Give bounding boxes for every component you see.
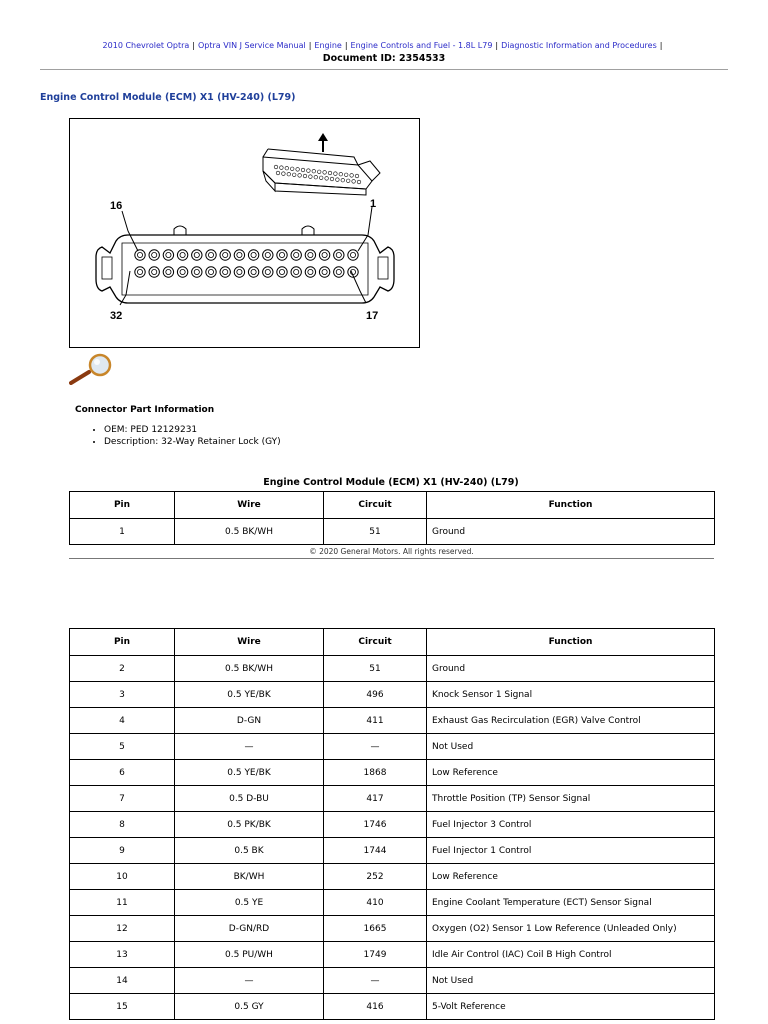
cell-pin: 8: [70, 812, 175, 838]
pin-cavity-inner: [166, 252, 171, 257]
perspective-pin-cavity: [312, 169, 316, 173]
perspective-pin-cavity: [301, 168, 305, 172]
perspective-pin-cavity: [325, 177, 329, 181]
perspective-pin-cavity: [292, 173, 296, 177]
cell-circuit: —: [324, 968, 427, 994]
cell-circuit: —: [324, 734, 427, 760]
table-row: [70, 838, 715, 864]
table-row: [70, 942, 715, 968]
connector-part-info-heading: Connector Part Information: [75, 405, 215, 415]
breadcrumb-separator: |: [308, 41, 312, 50]
pin-cavity: [135, 250, 145, 260]
table-row: [70, 994, 715, 1020]
cell-wire: 0.5 PU/WH: [175, 942, 324, 968]
cell-function: Knock Sensor 1 Signal: [427, 682, 715, 708]
pin-cavity-inner: [237, 252, 242, 257]
perspective-pin-cavity: [346, 179, 350, 183]
pin-cavity-inner: [208, 252, 213, 257]
table-row: [70, 656, 715, 682]
pin-label-16: 16: [110, 200, 123, 212]
pin-cavity-inner: [350, 252, 355, 257]
cell-pin: 7: [70, 786, 175, 812]
perspective-pin-cavity: [334, 172, 338, 176]
perspective-pin-cavity: [282, 172, 286, 176]
pin-cavity: [192, 250, 202, 260]
cell-function: Ground: [427, 656, 715, 682]
table-row: [70, 812, 715, 838]
perspective-pin-cavity: [307, 169, 311, 173]
breadcrumb-link-manual[interactable]: Optra VIN J Service Manual: [198, 41, 306, 50]
cell-circuit: 252: [324, 864, 427, 890]
header-wire: Wire: [175, 629, 324, 656]
perspective-pin-cavity: [323, 171, 327, 175]
pin-cavity-inner: [208, 269, 213, 274]
pin-cavity: [135, 267, 145, 277]
cell-pin: 4: [70, 708, 175, 734]
cell-function: Low Reference: [427, 864, 715, 890]
perspective-pin-cavity: [328, 171, 332, 175]
pin-cavity-inner: [223, 269, 228, 274]
cell-function: 5-Volt Reference: [427, 994, 715, 1020]
perspective-pin-cavity: [317, 170, 321, 174]
perspective-pin-cavity: [280, 166, 284, 170]
breadcrumb-link-engine-controls[interactable]: Engine Controls and Fuel - 1.8L L79: [350, 41, 493, 50]
perspective-pin-cavity: [285, 166, 289, 170]
cell-circuit: 1744: [324, 838, 427, 864]
copyright-notice: © 2020 General Motors. All rights reserved.: [309, 547, 474, 556]
cell-wire: 0.5 BK/WH: [175, 656, 324, 682]
pin-cavity: [319, 250, 329, 260]
pin-cavity: [248, 267, 258, 277]
cell-circuit: 1746: [324, 812, 427, 838]
pin-cavity: [177, 250, 187, 260]
connector-end-view-drawing: [70, 119, 421, 349]
cell-circuit: 51: [324, 656, 427, 682]
pin-cavity-inner: [294, 269, 299, 274]
header-pin: Pin: [70, 492, 175, 519]
pin-cavity: [149, 250, 159, 260]
table-row: [70, 890, 715, 916]
table-header-row: [70, 629, 715, 656]
table-row: [70, 734, 715, 760]
perspective-pin-cavity: [298, 174, 302, 178]
pin-label-1: 1: [370, 198, 377, 210]
perspective-pin-cavity: [330, 177, 334, 181]
pin-cavity: [220, 267, 230, 277]
perspective-pin-cavity: [355, 174, 359, 178]
perspective-pin-cavity: [296, 168, 300, 172]
breadcrumb-link-engine[interactable]: Engine: [314, 41, 342, 50]
perspective-pin-cavity: [290, 167, 294, 171]
pin-cavity: [319, 267, 329, 277]
pin-cavity: [220, 250, 230, 260]
pin-cavity-inner: [180, 252, 185, 257]
copyright-divider: [69, 558, 714, 559]
pin-cavity: [206, 267, 216, 277]
pin-cavity: [291, 267, 301, 277]
perspective-pin-cavity: [309, 175, 313, 179]
cell-pin: 15: [70, 994, 175, 1020]
pin-cavity-inner: [265, 252, 270, 257]
connector-face: [96, 226, 394, 303]
pin-cavity-inner: [152, 252, 157, 257]
pin-cavity-inner: [194, 252, 199, 257]
cell-circuit: 51: [324, 519, 427, 545]
header-wire: Wire: [175, 492, 324, 519]
breadcrumb-link-diagnostics[interactable]: Diagnostic Information and Procedures: [501, 41, 657, 50]
pin-cavity-inner: [251, 269, 256, 274]
header-divider: [40, 69, 728, 70]
table-row: [70, 519, 715, 545]
pin-cavity: [163, 250, 173, 260]
pin-cavity-inner: [322, 252, 327, 257]
perspective-pin-cavity: [276, 171, 280, 175]
connector-perspective-view: [263, 149, 380, 195]
cell-circuit: 411: [324, 708, 427, 734]
pin-cavity-inner: [308, 269, 313, 274]
pin-cavity-inner: [279, 252, 284, 257]
cell-wire: 0.5 YE/BK: [175, 682, 324, 708]
pin-cavity: [206, 250, 216, 260]
pin-cavity-inner: [294, 252, 299, 257]
cell-circuit: 496: [324, 682, 427, 708]
cell-wire: D-GN: [175, 708, 324, 734]
cell-wire: BK/WH: [175, 864, 324, 890]
perspective-pin-cavity: [319, 176, 323, 180]
pin-cavity: [277, 267, 287, 277]
pin-cavity: [234, 250, 244, 260]
perspective-pin-cavity: [341, 178, 345, 182]
breadcrumb-separator: |: [192, 41, 195, 50]
cell-wire: 0.5 PK/BK: [175, 812, 324, 838]
table-header-row: [70, 492, 715, 519]
pin-cavity-inner: [180, 269, 185, 274]
pin-cavity-inner: [322, 269, 327, 274]
list-item: • Description: 32-Way Retainer Lock (GY): [104, 436, 281, 448]
breadcrumb-separator: |: [659, 41, 663, 50]
cell-pin: 11: [70, 890, 175, 916]
cell-circuit: 1749: [324, 942, 427, 968]
perspective-pin-cavity: [336, 178, 340, 182]
perspective-pin-cavity: [314, 175, 318, 179]
cell-pin: 10: [70, 864, 175, 890]
perspective-pin-cavity: [352, 180, 356, 184]
cell-function: Oxygen (O2) Sensor 1 Low Reference (Unleaded Only): [427, 916, 715, 942]
cell-wire: 0.5 GY: [175, 994, 324, 1020]
pin-cavity-inner: [237, 269, 242, 274]
pin-cavity-inner: [166, 269, 171, 274]
cell-function: Fuel Injector 1 Control: [427, 838, 715, 864]
pin-cavity-inner: [251, 252, 256, 257]
perspective-pin-cavity: [287, 172, 291, 176]
pin-label-17: 17: [366, 310, 379, 322]
pin-cavity: [277, 250, 287, 260]
cell-wire: 0.5 BK/WH: [175, 519, 324, 545]
cell-wire: 0.5 YE/BK: [175, 760, 324, 786]
perspective-pin-cavity: [344, 173, 348, 177]
cell-function: Exhaust Gas Recirculation (EGR) Valve Control: [427, 708, 715, 734]
connector-figure: [69, 118, 420, 348]
table-caption: Engine Control Module (ECM) X1 (HV-240) (L79): [263, 477, 519, 488]
table-row: [70, 916, 715, 942]
perspective-pin-cavity: [303, 174, 307, 178]
header-circuit: Circuit: [324, 492, 427, 519]
cell-function: Fuel Injector 3 Control: [427, 812, 715, 838]
cell-wire: —: [175, 968, 324, 994]
cell-wire: D-GN/RD: [175, 916, 324, 942]
pin-cavity: [177, 267, 187, 277]
pin-cavity-inner: [223, 252, 228, 257]
cell-wire: 0.5 BK: [175, 838, 324, 864]
pin-cavity: [149, 267, 159, 277]
table-row: [70, 968, 715, 994]
header-circuit: Circuit: [324, 629, 427, 656]
pin-cavity-inner: [194, 269, 199, 274]
document-id: Document ID: 2354533: [322, 53, 446, 64]
pin-cavity: [291, 250, 301, 260]
cell-wire: —: [175, 734, 324, 760]
cell-pin: 2: [70, 656, 175, 682]
cell-circuit: 1665: [324, 916, 427, 942]
table-row: [70, 708, 715, 734]
breadcrumb-separator: |: [344, 41, 348, 50]
cell-function: Not Used: [427, 968, 715, 994]
magnifier-icon[interactable]: [69, 353, 115, 385]
orientation-arrow-icon: [318, 133, 328, 152]
cell-pin: 5: [70, 734, 175, 760]
pin-cavity: [234, 267, 244, 277]
header-pin: Pin: [70, 629, 175, 656]
cell-function: Not Used: [427, 734, 715, 760]
pin-cavity-inner: [137, 252, 142, 257]
cell-function: Throttle Position (TP) Sensor Signal: [427, 786, 715, 812]
cell-wire: 0.5 D-BU: [175, 786, 324, 812]
pin-label-32: 32: [110, 310, 123, 322]
cell-pin: 13: [70, 942, 175, 968]
cell-pin: 9: [70, 838, 175, 864]
list-item: • OEM: PED 12129231: [104, 424, 281, 436]
cell-circuit: 417: [324, 786, 427, 812]
table-row: [70, 786, 715, 812]
cell-circuit: 1868: [324, 760, 427, 786]
perspective-pin-cavity: [274, 165, 278, 169]
perspective-pin-cavity: [339, 172, 343, 176]
pin-cavity: [348, 250, 358, 260]
pinout-table-2: [69, 628, 715, 1020]
breadcrumb-separator: |: [495, 41, 499, 50]
section-title: Engine Control Module (ECM) X1 (HV-240) (L79): [40, 92, 296, 103]
table-row: [70, 682, 715, 708]
perspective-pin-cavity: [357, 180, 361, 184]
pin-cavity-inner: [308, 252, 313, 257]
pin-cavity: [305, 267, 315, 277]
cell-pin: 14: [70, 968, 175, 994]
cell-function: Idle Air Control (IAC) Coil B High Control: [427, 942, 715, 968]
perspective-pin-cavity: [350, 174, 354, 178]
breadcrumb-link-model[interactable]: 2010 Chevrolet Optra: [102, 41, 190, 50]
pin-cavity: [192, 267, 202, 277]
cell-pin: 12: [70, 916, 175, 942]
pin-cavity-inner: [265, 269, 270, 274]
connector-part-info-list: [76, 424, 281, 448]
cell-pin: 6: [70, 760, 175, 786]
pinout-table-1: [69, 491, 715, 545]
cell-function: Ground: [427, 519, 715, 545]
cell-function: Low Reference: [427, 760, 715, 786]
cell-pin: 1: [70, 519, 175, 545]
pin-cavity: [334, 250, 344, 260]
pin-cavity: [163, 267, 173, 277]
cell-function: Engine Coolant Temperature (ECT) Sensor Signal: [427, 890, 715, 916]
cell-circuit: 410: [324, 890, 427, 916]
header-function: Function: [427, 629, 715, 656]
pin-cavity: [263, 250, 273, 260]
breadcrumb: [0, 40, 768, 52]
pin-cavity-inner: [152, 269, 157, 274]
header-function: Function: [427, 492, 715, 519]
pin-cavity: [248, 250, 258, 260]
pin-cavity-inner: [336, 252, 341, 257]
pin-cavity-inner: [279, 269, 284, 274]
pin-cavity: [334, 267, 344, 277]
table-row: [70, 760, 715, 786]
pin-cavity-inner: [137, 269, 142, 274]
pin-cavity: [263, 267, 273, 277]
cell-circuit: 416: [324, 994, 427, 1020]
cell-pin: 3: [70, 682, 175, 708]
cell-wire: 0.5 YE: [175, 890, 324, 916]
pin-cavity: [305, 250, 315, 260]
table-row: [70, 864, 715, 890]
pin-cavity-inner: [336, 269, 341, 274]
